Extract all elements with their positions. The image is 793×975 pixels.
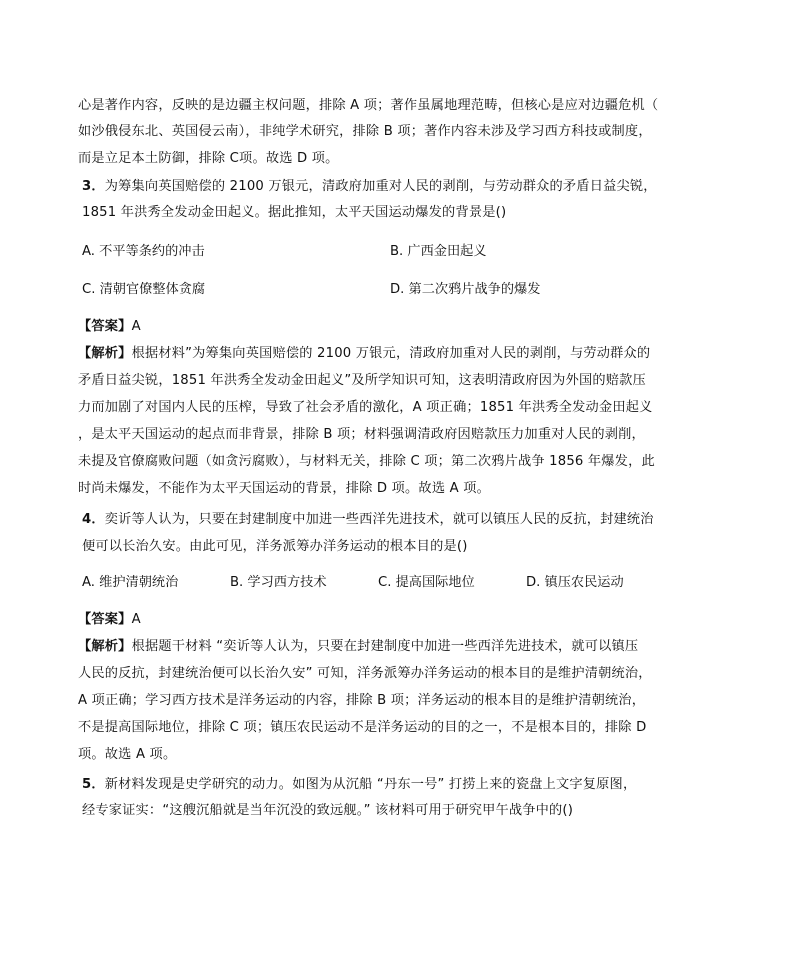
q3-analysis-line-3: 力而加剧了对国内人民的压榨，导致了社会矛盾的激化，A 项正确；1851 年洪秀全发动金田起义 [78,400,653,415]
q5-number: 5． [82,777,105,792]
q3-option-c: C. 清朝官僚整体贪腐 [82,282,206,297]
q3-option-b: B. 广西金田起义 [390,244,487,259]
q4-option-c: C. 提高国际地位 [378,575,475,590]
q3-analysis-line-2: 矛盾日益尖锐，1851 年洪秀全发动金田起义”及所学知识可知，这表明清政府因为外国的赔款压 [78,373,646,388]
q3-analysis-line-5: 未提及官僚腐败问题（如贪污腐败），与材料无关，排除 C 项；第二次鸦片战争 1856 年爆发，此 [78,454,655,469]
q3-analysis-line-6: 时尚未爆发，不能作为太平天国运动的背景，排除 D 项。故选 A 项。 [78,481,490,496]
q4-answer [78,611,141,629]
prev-analysis-line-3: 而是立足本土防御，排除 C项。故选 D 项。 [78,151,339,166]
q3-stem-line-1 [82,178,657,196]
q3-analysis-line-4: ，是太平天国运动的起点而非背景，排除 B 项；材料强调清政府因赔款压力加重对人民的剥削， [78,427,645,442]
q4-answer-value: A [131,612,141,627]
q4-analysis-line-4: 不是提高国际地位，排除 C 项；镇压农民运动不是洋务运动的目的之一，不是根本目的，排除 D [78,720,647,735]
q3-answer-value: A [131,319,141,334]
q3-analysis-label: 【解析】 [78,346,132,361]
prev-analysis-line-2: 如沙俄侵东北、英国侵云南），非纯学术研究，排除 B 项；著作内容未涉及学习西方科技或制度， [78,124,652,139]
q4-stem-line-2: 便可以长治久安。由此可见，洋务派筹办洋务运动的根本目的是() [82,539,468,554]
q3-answer [78,318,141,336]
q4-stem-text-1: 奕䜣等人认为，只要在封建制度中加进一些西洋先进技术，就可以镇压人民的反抗，封建统治 [104,512,654,527]
q3-stem-text-1: 为筹集向英国赔偿的 2100 万银元，清政府加重对人民的剥削，与劳动群众的矛盾日益尖锐， [104,179,657,194]
q4-analysis-label: 【解析】 [78,639,132,654]
q4-option-b: B. 学习西方技术 [230,575,327,590]
q4-answer-label: 【答案】 [78,612,132,627]
q4-analysis-line-2: 人民的反抗，封建统治便可以长治久安” 可知，洋务派筹办洋务运动的根本目的是维护清朝统治， [78,666,652,681]
q3-analysis-text-1: 根据材料”为筹集向英国赔偿的 2100 万银元，清政府加重对人民的剥削，与劳动群众的 [131,346,651,361]
q5-stem-text-1: 新材料发现是史学研究的动力。如图为从沉船 “丹东一号” 打捞上来的瓷盘上文字复原图， [104,777,637,792]
q5-stem-line-2: 经专家证实：“这艘沉船就是当年沉没的致远舰。” 该材料可用于研究甲午战争中的() [82,803,574,818]
q4-option-d: D. 镇压农民运动 [526,575,624,590]
q3-analysis-line-1 [78,345,650,363]
q3-stem-line-2: 1851 年洪秀全发动金田起义。据此推知，太平天国运动爆发的背景是() [82,205,507,220]
q3-option-d: D. 第二次鸦片战争的爆发 [390,282,541,297]
q4-analysis-line-3: A 项正确；学习西方技术是洋务运动的内容，排除 B 项；洋务运动的根本目的是维护清朝统治， [78,693,646,708]
q3-answer-label: 【答案】 [78,319,132,334]
q5-stem-line-1 [82,776,636,794]
q4-stem-line-1 [82,511,654,529]
q4-option-a: A. 维护清朝统治 [82,575,179,590]
q3-option-a: A. 不平等条约的冲击 [82,244,205,259]
q3-number: 3． [82,179,105,194]
q4-analysis-text-1: 根据题干材料 “奕䜣等人认为，只要在封建制度中加进一些西洋先进技术，就可以镇压 [131,639,639,654]
q4-analysis-line-1 [78,638,638,656]
prev-analysis-line-1: 心是著作内容，反映的是边疆主权问题，排除 A 项；著作虽属地理范畴，但核心是应对边疆危机（ [78,98,659,113]
q4-analysis-line-5: 项。故选 A 项。 [78,747,177,762]
q4-number: 4． [82,512,105,527]
